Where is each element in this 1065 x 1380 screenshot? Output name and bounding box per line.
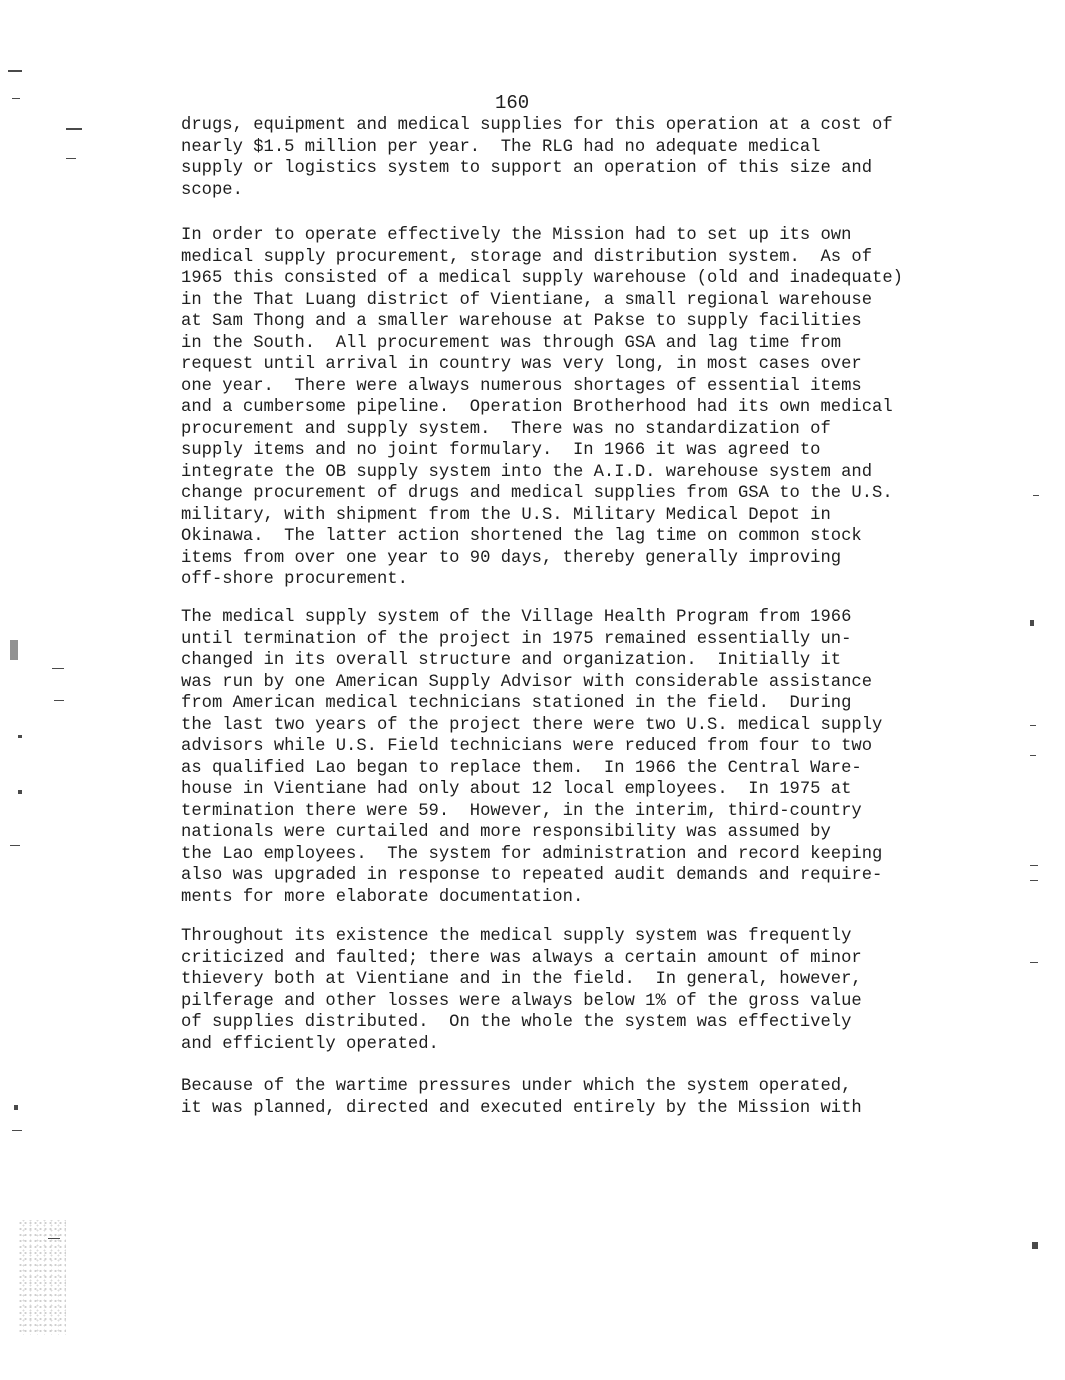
scan-mark (14, 1105, 18, 1110)
text-line: pilferage and other losses were always below 1% of the gross value (181, 991, 862, 1011)
scan-mark (1030, 620, 1034, 626)
scan-mark (1030, 755, 1036, 756)
scan-mark (52, 668, 64, 669)
text-line: termination there were 59. However, in the interim, third-country (181, 801, 862, 821)
scan-mark (1033, 495, 1039, 496)
text-line: was run by one American Supply Advisor with considerable assistance (181, 672, 873, 692)
text-line: change procurement of drugs and medical supplies from GSA to the U.S. (181, 484, 893, 503)
paragraph-3 (181, 607, 941, 908)
text-line: it was planned, directed and executed entirely by the Mission with (181, 1098, 862, 1118)
text-line: thievery both at Vientiane and in the field. In general, however, (181, 970, 862, 989)
text-line: ments for more elaborate documentation. (181, 887, 584, 907)
text-line: nearly $1.5 million per year. The RLG had no adequate medical (181, 137, 821, 157)
text-line: the last two years of the project there were two U.S. medical supply (181, 715, 883, 735)
text-line: integrate the OB supply system into the A.I.D. warehouse system and (181, 462, 873, 482)
page-number: 160 (495, 92, 530, 114)
paragraph-2 (181, 225, 941, 591)
text-line: procurement and supply system. There was no standardization of (181, 419, 831, 439)
scan-mark (18, 735, 22, 738)
text-line: In order to operate effectively the Mission had to set up its own (181, 226, 852, 245)
text-line: Throughout its existence the medical supply system was frequently (181, 927, 852, 946)
text-line: items from over one year to 90 days, thereby generally improving (181, 548, 842, 568)
scan-mark (1030, 962, 1038, 963)
text-line: The medical supply system of the Village Health Program from 1966 (181, 608, 852, 627)
scan-mark (66, 128, 82, 130)
text-line: in the South. All procurement was through GSA and lag time from (181, 333, 842, 353)
paragraph-4 (181, 926, 941, 1055)
text-line: until termination of the project in 1975 remained essentially un- (181, 629, 852, 649)
text-line: house in Vientiane had only about 12 local employees. In 1975 at (181, 780, 852, 799)
text-line: medical supply procurement, storage and distribution system. As of (181, 247, 873, 267)
text-line: Because of the wartime pressures under which the system operated, (181, 1077, 852, 1096)
scan-mark (12, 98, 20, 99)
paragraph-1 (181, 115, 941, 201)
text-line: and a cumbersome pipeline. Operation Brotherhood had its own medical (181, 398, 893, 417)
scan-mark (1030, 865, 1038, 866)
text-line: drugs, equipment and medical supplies for this operation at a cost of (181, 116, 893, 135)
scan-mark (54, 700, 64, 701)
scan-speckle (18, 1220, 66, 1335)
scan-mark (66, 158, 76, 159)
text-line: one year. There were always numerous shortages of essential items (181, 376, 862, 396)
text-line: the Lao employees. The system for administration and record keeping (181, 844, 883, 864)
scan-mark (12, 1130, 22, 1131)
text-line: request until arrival in country was very long, in most cases over (181, 355, 862, 374)
text-line: also was upgraded in response to repeated audit demands and require- (181, 866, 883, 885)
text-line: as qualified Lao began to replace them. In 1966 the Central Ware- (181, 758, 862, 778)
scan-mark (10, 845, 20, 846)
text-line: of supplies distributed. On the whole the system was effectively (181, 1013, 852, 1032)
scan-mark (10, 640, 18, 660)
scan-mark (8, 70, 22, 72)
scan-mark (1032, 1242, 1038, 1249)
text-line: advisors while U.S. Field technicians were reduced from four to two (181, 737, 873, 756)
text-line: from American medical technicians stationed in the field. During (181, 694, 852, 713)
text-line: Okinawa. The latter action shortened the lag time on common stock (181, 527, 862, 546)
text-line: military, with shipment from the U.S. Military Medical Depot in (181, 505, 831, 525)
text-line: 1965 this consisted of a medical supply warehouse (old and inadequate) (181, 269, 903, 288)
text-line: changed in its overall structure and organization. Initially it (181, 651, 842, 670)
paragraph-5 (181, 1076, 941, 1119)
scan-mark (18, 790, 22, 794)
text-line: in the That Luang district of Vientiane, a small regional warehouse (181, 290, 873, 310)
text-line: at Sam Thong and a smaller warehouse at Pakse to supply facilities (181, 312, 862, 331)
text-line: supply items and no joint formulary. In 1966 it was agreed to (181, 441, 821, 460)
scan-mark (1030, 880, 1038, 881)
text-line: scope. (181, 180, 243, 200)
text-line: and efficiently operated. (181, 1034, 439, 1054)
text-line: off-shore procurement. (181, 570, 408, 589)
text-line: criticized and faulted; there was always a certain amount of minor (181, 948, 862, 968)
text-line: supply or logistics system to support an operation of this size and (181, 159, 873, 178)
scan-mark (1030, 725, 1036, 726)
text-line: nationals were curtailed and more responsibility was assumed by (181, 823, 831, 842)
